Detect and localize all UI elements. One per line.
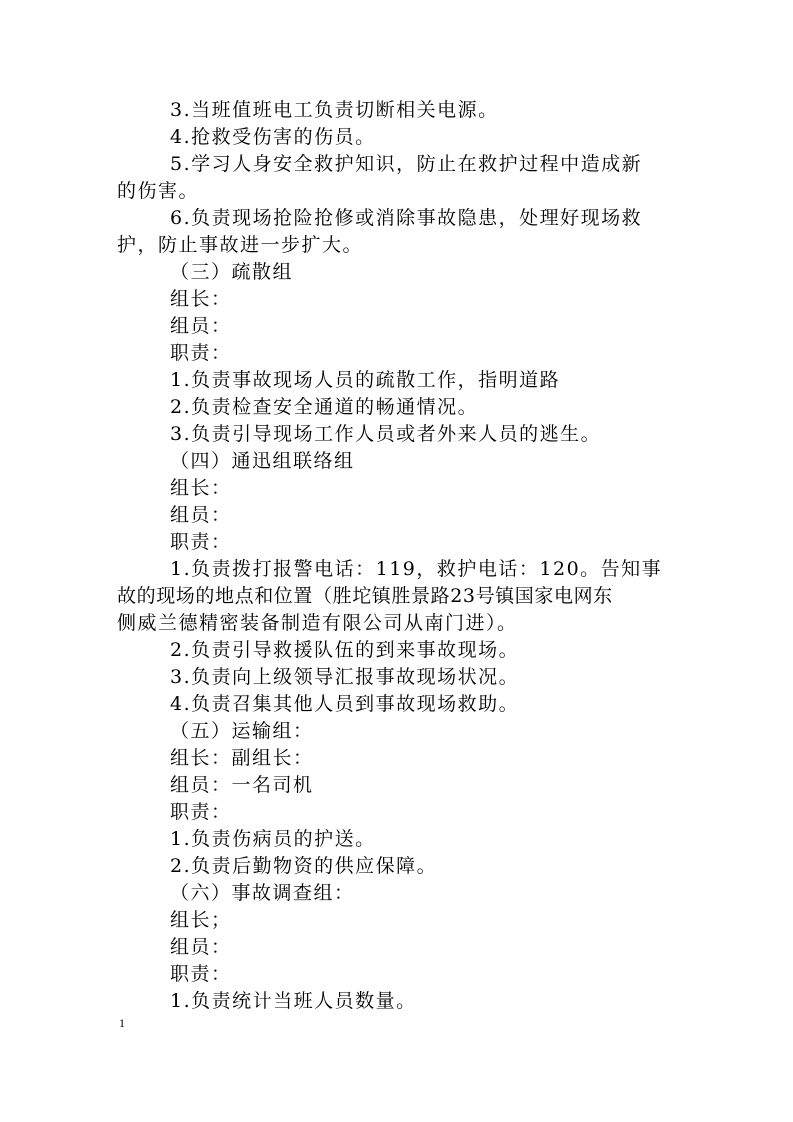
text-line-19: 故的现场的地点和位置（胜坨镇胜景路23号镇国家电网东: [117, 585, 613, 607]
text-line-4: 的伤害。: [117, 180, 200, 202]
section-heading-6: （六）事故调查组：: [170, 882, 355, 904]
text-line-21: 2.负责引导救援队伍的到来事故现场。: [170, 639, 520, 661]
text-line-22: 3.负责向上级领导汇报事故现场状况。: [170, 666, 520, 688]
text-line-12: 2.负责检查安全通道的畅通情况。: [170, 396, 479, 418]
section-heading-5: （五）运输组：: [170, 720, 314, 742]
text-line-23: 4.负责召集其他人员到事故现场救助。: [170, 693, 520, 715]
text-line-6: 护，防止事故进一步扩大。: [117, 234, 364, 256]
text-line-33: 职责：: [170, 963, 232, 985]
text-line-15: 组长：: [170, 477, 232, 499]
text-line-32: 组员：: [170, 936, 232, 958]
text-line-27: 职责：: [170, 801, 232, 823]
text-line-34: 1.负责统计当班人员数量。: [170, 990, 417, 1012]
text-line-18: 1.负责拨打报警电话：119，救护电话：120。告知事: [170, 558, 663, 580]
text-line-31: 组长；: [170, 909, 232, 931]
text-line-25: 组长：副组长：: [170, 747, 314, 769]
text-line-26: 组员：一名司机: [170, 774, 314, 796]
text-line-28: 1.负责伤病员的护送。: [170, 828, 376, 850]
page-number: 1: [119, 1016, 125, 1030]
text-line-8: 组长：: [170, 288, 232, 310]
text-line-9: 组员：: [170, 315, 232, 337]
text-line-20: 侧威兰德精密装备制造有限公司从南门进）。: [117, 612, 518, 634]
text-line-17: 职责：: [170, 531, 232, 553]
text-line-11: 1.负责事故现场人员的疏散工作，指明道路: [170, 369, 561, 391]
text-line-16: 组员：: [170, 504, 232, 526]
text-line-5: 6.负责现场抢险抢修或消除事故隐患，处理好现场救: [170, 207, 643, 229]
text-line-1: 3.当班值班电工负责切断相关电源。: [170, 99, 499, 121]
text-line-3: 5.学习人身安全救护知识，防止在救护过程中造成新: [170, 153, 643, 175]
text-line-29: 2.负责后勤物资的供应保障。: [170, 855, 438, 877]
section-heading-3: （三）疏散组: [170, 261, 294, 283]
text-line-13: 3.负责引导现场工作人员或者外来人员的逃生。: [170, 423, 602, 445]
text-line-2: 4.抢救受伤害的伤员。: [170, 126, 376, 148]
text-line-10: 职责：: [170, 342, 232, 364]
section-heading-4: （四）通迅组联络组: [170, 450, 355, 472]
